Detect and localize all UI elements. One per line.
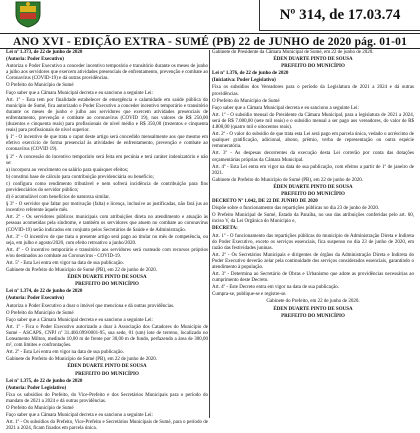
paragraph: Art. 2º - O valor do subsídio de que trata esta Lei será pago em parcela única, vedado o acréscimo de qualquer gratificação, adicional, abono, prêmio, verba de representação ou outra espécie remuneratória.	[212, 132, 414, 150]
municipal-crest-logo	[12, 0, 44, 28]
paragraph: Gabinete do Prefeito, em 22 de junho de 2020.	[266, 299, 360, 305]
paragraph: Gabinete do Presidente da Câmara Municipal de Sumé, em 22 de junho de 2020.	[212, 50, 374, 55]
paragraph: Lei nº 1.375, de 22 de junho de 2020	[6, 378, 83, 384]
paragraph: Faço saber que a Câmara Municipal decreta e eu sanciono a seguinte Lei:	[6, 317, 153, 323]
paragraph: Fixa os subsídios do Prefeito, do Vice-Prefeito e dos Secretários Municipais para o período do mandato de 2021 a 2024 e dá outras providências.	[6, 392, 208, 404]
paragraph: O Prefeito Municipal de Sumé, Estado da Paraíba, no uso das atribuições conferidas pelo art. 60, inciso V, da Lei Orgânica do Município e,	[212, 213, 414, 225]
paragraph: Lei nº 1.376, de 22 de junho de 2020	[212, 71, 289, 77]
paragraph: d) é acumulável com benefícios de natureza similar.	[6, 195, 110, 201]
paragraph: Art. 1º - O funcionamento das repartições públicas do município de Administração Direta e Indireta do Poder Executivo, exceto os serviços essenciais, fica suspenso no dia 23 de junho de 2020, em razão das festividades juninas.	[212, 233, 414, 251]
paragraph: Art. 1º - Esta tem por finalidade estabelecer de emergência e calamidade em saúde pública do município de Sumé, fica autorizado o Poder Executivo a conceder incentivo temporário e transitório durante os meses de junho e julho aos servidores que exercem atividades presenciais de enfrentamento, prevenção e combate ao coronavírus (COVID 19), nos valores de R$ 250,00 (duzentos e cinquenta reais) para profissionais de nível médio e R$ 350,00 (trezentos e cinquenta reais) para profissionais de nível superior.	[6, 97, 208, 134]
paragraph: O Prefeito do Município de Sumé	[6, 310, 74, 316]
paragraph: (Autoria: Poder Legislativo)	[6, 385, 67, 391]
paragraph: Dispõe sobre o funcionamento das repartições públicas no dia 23 de junho de 2020.	[212, 206, 380, 212]
paragraph: DECRETA:	[212, 226, 238, 232]
paragraph: Art. 2º - Os Secretários Municipais e dirigentes de órgãos da Administração Direta e Indireta do Poder Executivo deverão zelar pela continuidade dos serviços considerados essenciais, garantindo o atendimento à população.	[212, 252, 414, 270]
paragraph: PREFEITO DO MUNICÍPIO	[75, 371, 139, 377]
masthead-rule	[0, 48, 420, 49]
paragraph: Cumpra-se, publique-se e registre-se.	[212, 292, 287, 298]
paragraph: Gabinete do Prefeito do Município de Sumé (PB), em 22 de junho de 2020.	[212, 177, 363, 183]
paragraph: Faço saber que a Câmara Municipal decreta e eu sanciono a seguinte Lei:	[212, 105, 359, 111]
masthead: ANO XVI - EDIÇÃO EXTRA - SUMÉ (PB) 22 de JUNHO de 2020 pág. 01-01	[12, 36, 408, 48]
paragraph: a) incorpora ao vencimento ou salário para quaisquer efeitos;	[6, 167, 129, 173]
paragraph: Art. 1º - Fica o Poder Executivo autorizado a doar à Associação dos Catadores do Município de Sumé - ASCAPS, CNPJ nº 31.460.099/0001-95, sua sede, 01 (um) lote de terreno, localizado no Loteamento Milton, medindo 10,00 m de frente por 30,00 m de fundo, perfazendo a área de 300,00 m², com limites e confrontações.	[6, 324, 208, 349]
paragraph: c) configura como rendimento tributável e nem sofrerá incidência de contribuição para fins previdenciários do servidor público;	[6, 181, 208, 193]
paragraph: Art. 4º - O incentivo temporário e transitório aos servidores será custeado com recursos próprios e/ou destinados ao combate ao Coronavírus - COVID-19.	[6, 247, 208, 259]
paragraph: Art. 4º - Este Decreto entra em vigor na data de sua publicação.	[212, 285, 340, 291]
paragraph: (Autoria: Poder Executivo)	[6, 57, 64, 63]
paragraph: Faço saber que a Câmara Municipal decreta e eu sanciono a seguinte Lei:	[6, 90, 153, 96]
paragraph: DECRETO Nº 1.042, DE 22 DE JUNHO DE 2020	[212, 199, 318, 205]
paragraph: Gabinete do Prefeito do Município de Sumé (PB), em 22 de junho de 2020.	[6, 268, 157, 274]
paragraph: Art. 3º - O incentivo de que trata o presente artigo será pago ao titular no mês de competência, ou seja, em julho e agosto/2020, com efeito retroativo a junho/2020.	[6, 234, 208, 246]
left-column	[6, 50, 208, 433]
paragraph: Gabinete do Prefeito do Município de Sumé (PB), em 22 de junho de 2020.	[6, 357, 157, 363]
paragraph: Fixa os subsídios dos Vereadores para o período da Legislatura de 2021 a 2024 e dá outras providências.	[212, 85, 414, 97]
paragraph: § 3º - O servidor que faltar por motivação (falta) e licença, inclusive as justificadas, não fará jus ao incentivo referente àquele mês.	[6, 202, 208, 214]
top-rule	[0, 33, 420, 34]
paragraph: PREFEITO DO MUNICÍPIO	[281, 64, 345, 70]
right-column	[212, 50, 414, 321]
paragraph: PREFEITO DO MUNICÍPIO	[281, 313, 345, 319]
paragraph: ÉDEN DUARTE PINTO DE SOUSA	[67, 364, 147, 370]
paragraph: § 2º - A concessão do incentivo temporário será feita em pecúnia e terá caráter indenizatório e não se:	[6, 154, 208, 166]
column-divider	[209, 50, 210, 418]
paragraph: Art. 3º - As despesas decorrentes da execução desta Lei correrão por conta das dotações orçamentárias próprias da Câmara Municipal.	[212, 151, 414, 163]
header-banner	[56, 0, 256, 30]
paragraph: Autoriza o Poder Executivo a doar o imóvel que menciona e dá outras providências.	[6, 303, 175, 309]
paragraph: Art. 2º - Os servidores públicos municipais com atribuições direta no atendimento e atuação às pessoas acometidas pela síndrome, e também os servidores que atuem no combate ao coronavírus (COVID-19) serão indicados em conjunto pelos Secretários de Saúde e de Administração.	[6, 215, 208, 233]
paragraph: Art. 3º - Determina ao Secretário de Obras e Urbanismo que adote as providências necessárias ao cumprimento deste Decreto.	[212, 272, 414, 284]
paragraph: O Prefeito do Município de Sumé	[6, 83, 74, 89]
paragraph: Faço saber que a Câmara Municipal decreta e eu sanciono a seguinte Lei:	[6, 413, 153, 419]
paragraph: PREFEITO DO MUNICÍPIO	[75, 282, 139, 288]
paragraph: O Prefeito do Município de Sumé	[6, 405, 74, 411]
paragraph: Autoriza o Poder Executivo a conceder incentivo temporário e transitório durante os meses de junho a julho aos servidores que exercem atividades presenciais de enfrentamento, prevenção e combate ao Coronavírus (COVID-19) e dá outras providências.	[6, 64, 208, 82]
paragraph: PREFEITO DO MUNICÍPIO	[281, 191, 345, 197]
paragraph: § 1º - O incentivo de que trata o caput deste artigo será concedido mensalmente aos que mesmo em efetivo exercício de forma presencial às atividades de enfrentamento, prevenção e combate ao coronavírus (COVID 19).	[6, 135, 208, 153]
paragraph: Art. 1º - O subsídio mensal do Presidente da Câmara Municipal, para a legislatura de 2021 a 2024, será de R$ 7.000,00 (sete mil reais) e o subsídio mensal a ser pago aos vereadores, do valor de R$ 4.800,00 (quatro mil e oitocentos reais).	[212, 112, 414, 131]
paragraph: O Prefeito do Município de Sumé	[212, 98, 280, 104]
paragraph: Art. 5º - Esta Lei entra em vigor na data de sua publicação.	[6, 261, 124, 266]
paragraph: Lei nº 1.374, de 22 de junho de 2020	[6, 289, 83, 295]
paragraph: ÉDEN DUARTE PINTO DE SOUSA	[273, 57, 353, 63]
paragraph: ÉDEN DUARTE PINTO DE SOUSA	[273, 306, 353, 312]
paragraph: ÉDEN DUARTE PINTO DE SOUSA	[67, 275, 147, 281]
paragraph: Art. 4º - Esta Lei entra em vigor na data de sua publicação, com efeitos a partir de 1º de janeiro de 2021.	[212, 164, 414, 176]
paragraph: Art. 2º - Esta Lei entra em vigor na data de sua publicação.	[6, 350, 124, 356]
paragraph: (Iniciativa: Poder Legislativo)	[212, 78, 276, 84]
paragraph: Art. 1º - Os subsídios do Prefeito, Vice-Prefeito e Secretários Municipais de Sumé, para o período de 2021 a 2024, ficam fixados em parcela única.	[6, 420, 208, 432]
paragraph: (Autoria: Poder Executivo)	[6, 296, 64, 302]
paragraph: b) constitui base de cálculo para contribuição previdenciária ou benefício;	[6, 174, 154, 180]
edition-number: Nº 314, de 17.03.74	[259, 0, 420, 31]
paragraph: Lei nº 1.373, de 22 de junho de 2020	[6, 50, 83, 55]
paragraph: ÉDEN DUARTE PINTO DE SOUSA	[273, 184, 353, 190]
